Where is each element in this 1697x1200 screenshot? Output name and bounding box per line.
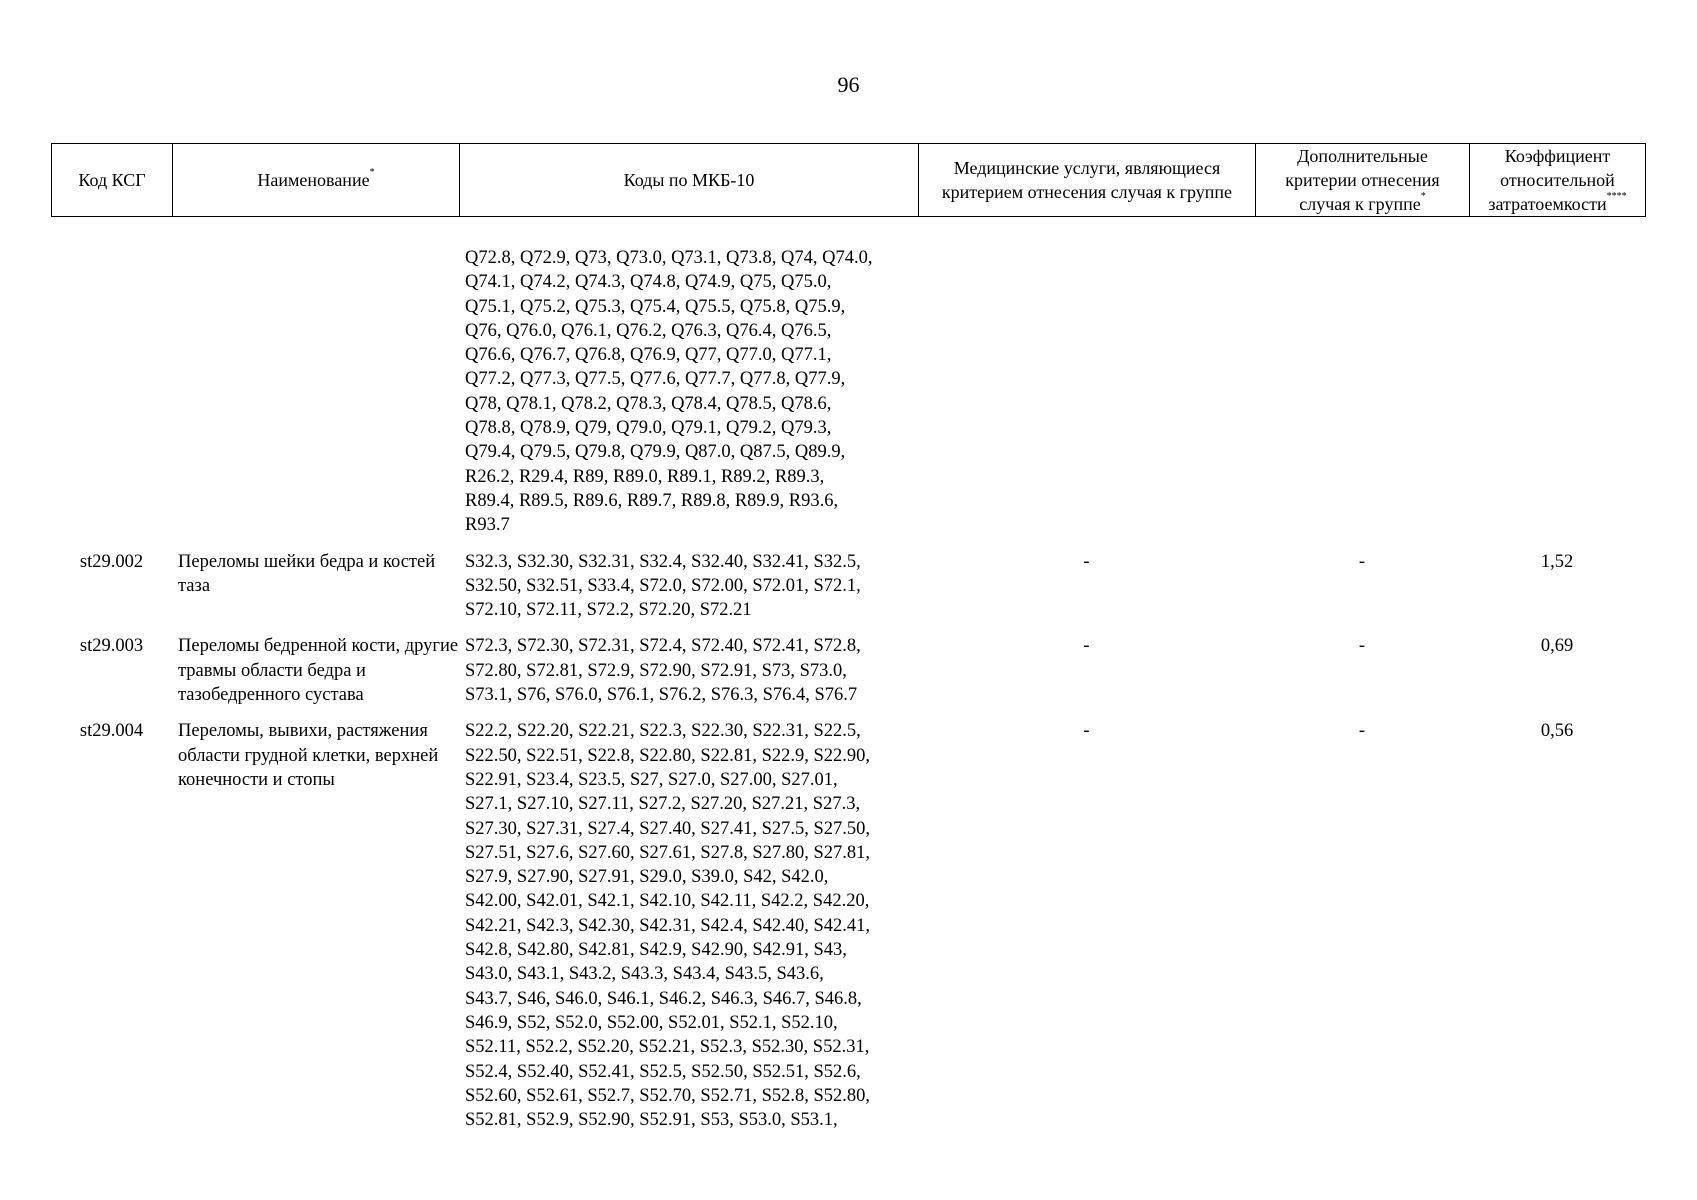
row-name <box>172 246 459 538</box>
header-coef: Коэффициент относительной затратоемкости**** <box>1470 144 1646 217</box>
row-coef: 0,56 <box>1540 721 1574 742</box>
table-header <box>51 143 1646 217</box>
table-row <box>51 634 1645 707</box>
footnote-mark: **** <box>1606 191 1627 202</box>
row-code: st29.003 <box>79 636 144 657</box>
header-services: Медицинские услуги, являющиеся критерием отнесения случая к группе <box>919 144 1256 217</box>
header-extra: Дополнительные критерии отнесения случая к группе* <box>1256 144 1470 217</box>
row-extra: - <box>1358 551 1366 572</box>
row-services: - <box>1083 551 1090 572</box>
row-code <box>51 246 172 538</box>
row-name: Переломы, вывихи, растяжения области грудной клетки, верхней конечности и стопы <box>178 721 439 790</box>
row-mkb-codes: Q72.8, Q72.9, Q73, Q73.0, Q73.1, Q73.8, Q74, Q74.0, Q74.1, Q74.2, Q74.3, Q74.8, Q74.9, Q75, Q75.0, Q75.1, Q75.2, Q75.3, Q75.4, Q75.5, Q75.8, Q75.9, Q76, Q76.0, Q76.1, Q76.2, Q76.3, Q76.4, Q76.5, Q76.6, Q76.7, Q76.8, Q76.9, Q77, Q77.0, Q77.1, Q77.2, Q77.3, Q77.5, Q77.6, Q77.7, Q77.8, Q77.9, Q78, Q78.1, Q78.2, Q78.3, Q78.4, Q78.5, Q78.6, Q78.8, Q78.9, Q79, Q79.0, Q79.1, Q79.2, Q79.3, Q79.4, Q79.5, Q79.8, Q79.9, Q87.0, Q87.5, Q89.9, R26.2, R29.4, R89, R89.0, R89.1, R89.2, R89.3, R89.4, R89.5, R89.6, R89.7, R89.8, R89.9, R93.6, R93.7 <box>465 248 873 536</box>
footnote-mark: * <box>1420 191 1426 202</box>
row-coef <box>1469 246 1645 538</box>
row-extra: - <box>1358 721 1366 742</box>
table-row <box>51 550 1645 623</box>
row-services: - <box>1083 636 1090 657</box>
table-row <box>51 246 1645 538</box>
row-services <box>918 246 1255 538</box>
row-services: - <box>1083 721 1090 742</box>
row-mkb-codes: S32.3, S32.30, S32.31, S32.4, S32.40, S32.41, S32.5, S32.50, S32.51, S33.4, S72.0, S72.00, S72.01, S72.1, S72.10, S72.11, S72.2, S72.20, S72.21 <box>465 551 861 621</box>
row-mkb-codes: S22.2, S22.20, S22.21, S22.3, S22.30, S22.31, S22.5, S22.50, S22.51, S22.8, S22.80, S22.81, S22.9, S22.90, S22.91, S23.4, S23.5, S27, S27.0, S27.00, S27.01, S27.1, S27.10, S27.11, S27.2, S27.20, S27.21, S27.3, S27.30, S27.31, S27.4, S27.40, S27.41, S27.5, S27.50, S27.51, S27.6, S27.60, S27.61, S27.8, S27.80, S27.81, S27.9, S27.90, S27.91, S29.0, S39.0, S42, S42.0, S42.00, S42.01, S42.1, S42.10, S42.11, S42.2, S42.20, S42.21, S42.3, S42.30, S42.31, S42.4, S42.40, S42.41, S42.8, S42.80, S42.81, S42.9, S42.90, S42.91, S43, S43.0, S43.1, S43.2, S43.3, S43.4, S43.5, S43.6, S43.7, S46, S46.0, S46.1, S46.2, S46.3, S46.7, S46.8, S46.9, S52, S52.0, S52.00, S52.01, S52.1, S52.10, S52.11, S52.2, S52.20, S52.21, S52.3, S52.30, S52.31, S52.4, S52.40, S52.41, S52.5, S52.50, S52.51, S52.6, S52.60, S52.61, S52.7, S52.70, S52.71, S52.8, S52.80, S52.81, S52.9, S52.90, S52.91, S53, S53.0, S53.1, <box>465 721 871 1131</box>
header-mkb: Коды по МКБ-10 <box>460 144 919 217</box>
row-code: st29.004 <box>79 721 144 742</box>
row-extra: - <box>1358 636 1366 657</box>
header-name: Наименование* <box>173 144 460 217</box>
row-coef: 0,69 <box>1540 636 1574 657</box>
header-code: Код КСГ <box>52 144 173 217</box>
row-name: Переломы шейки бедра и костей таза <box>178 551 436 596</box>
page-number: 96 <box>837 72 860 97</box>
row-mkb-codes: S72.3, S72.30, S72.31, S72.4, S72.40, S72.41, S72.8, S72.80, S72.81, S72.9, S72.90, S72.91, S73, S73.0, S73.1, S76, S76.0, S76.1, S76.2, S76.3, S76.4, S76.7 <box>465 636 861 706</box>
table-row <box>51 719 1645 1132</box>
row-coef: 1,52 <box>1540 551 1574 572</box>
footnote-mark: * <box>369 167 375 178</box>
row-name: Переломы бедренной кости, другие травмы области бедра и тазобедренного сустава <box>178 636 459 706</box>
table-body <box>51 246 1645 1132</box>
row-code: st29.002 <box>79 551 144 572</box>
row-extra <box>1255 246 1469 538</box>
